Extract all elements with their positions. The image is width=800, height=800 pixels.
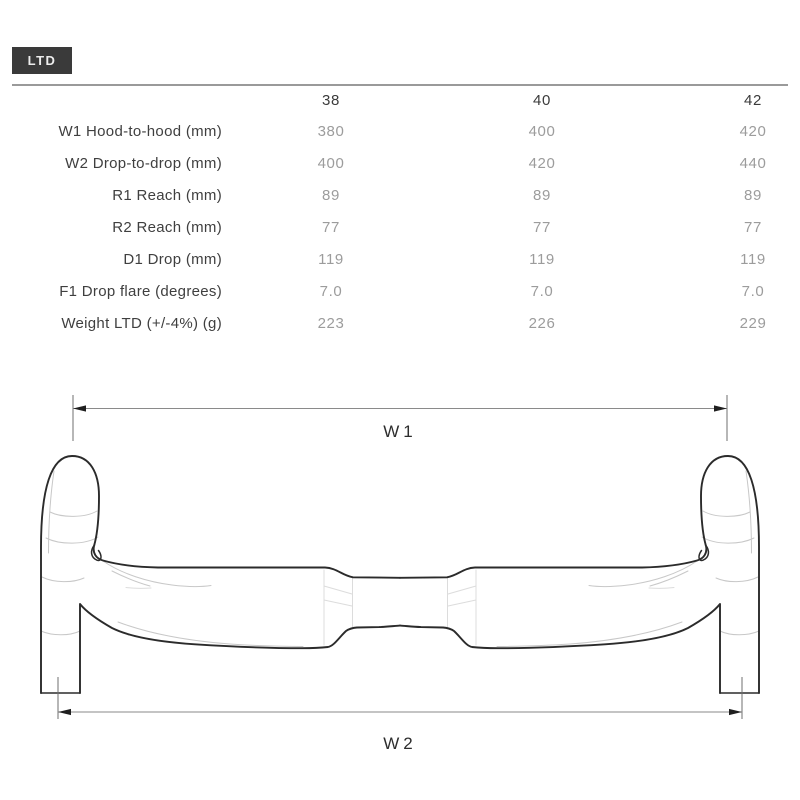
- spec-value: 119: [740, 251, 766, 268]
- spec-value: 77: [322, 219, 340, 236]
- spec-value: 77: [744, 219, 762, 236]
- spec-value: 7.0: [741, 283, 765, 300]
- spec-value: 400: [528, 123, 556, 140]
- w1-dimension: [73, 405, 727, 441]
- spec-value: 440: [739, 155, 767, 172]
- spec-value: 89: [322, 187, 340, 204]
- handlebar-left-half: [41, 395, 400, 719]
- w2-arrow-right: [729, 709, 742, 715]
- spec-value: 400: [317, 155, 345, 172]
- spec-row-label: D1 Drop (mm): [123, 251, 222, 268]
- size-column-42: 42: [744, 92, 762, 109]
- spec-value: 7.0: [530, 283, 554, 300]
- spec-value: 7.0: [319, 283, 343, 300]
- size-column-38: 38: [322, 92, 340, 109]
- size-column-40: 40: [533, 92, 551, 109]
- handlebar-outer-outline: [41, 456, 400, 693]
- spec-value: 89: [533, 187, 551, 204]
- handlebar-right-half: [400, 395, 759, 719]
- spec-value: 223: [317, 315, 345, 332]
- spec-row-label: W1 Hood-to-hood (mm): [58, 123, 222, 140]
- spec-row-label: F1 Drop flare (degrees): [59, 283, 222, 300]
- spec-row-label: R2 Reach (mm): [112, 219, 222, 236]
- w1-arrow-right: [714, 405, 727, 411]
- spec-row-label: Weight LTD (+/-4%) (g): [61, 315, 222, 332]
- spec-value: 226: [528, 315, 556, 332]
- ltd-badge: LTD: [12, 47, 72, 74]
- spec-value: 420: [739, 123, 767, 140]
- spec-value: 420: [528, 155, 556, 172]
- spec-value: 119: [529, 251, 555, 268]
- spec-value: 77: [533, 219, 551, 236]
- w1-arrow-left: [73, 405, 86, 411]
- spec-value: 380: [317, 123, 345, 140]
- spec-value: 89: [744, 187, 762, 204]
- w2-dimension: [58, 709, 742, 753]
- spec-row-label: W2 Drop-to-drop (mm): [65, 155, 222, 172]
- w2-dimension-label: W2: [383, 734, 417, 753]
- w2-arrow-left: [58, 709, 71, 715]
- spec-value: 119: [318, 251, 344, 268]
- spec-value: 229: [739, 315, 767, 332]
- w1-dimension-label: W1: [383, 422, 417, 441]
- spec-row-label: R1 Reach (mm): [112, 187, 222, 204]
